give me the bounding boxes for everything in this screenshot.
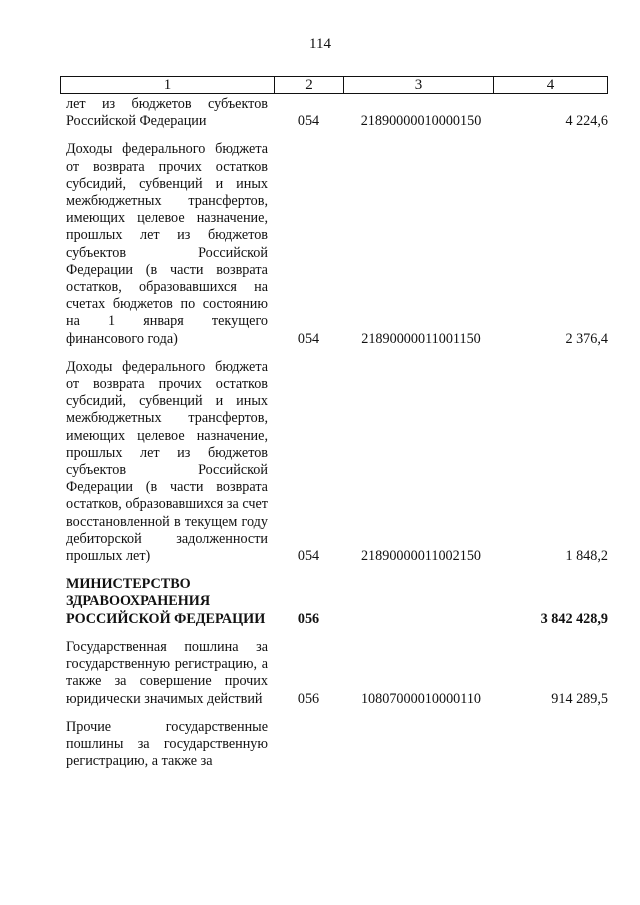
page-number: 114: [309, 36, 331, 52]
row-amount: 1 848,2: [565, 548, 608, 565]
row-admin-code: 054: [297, 113, 320, 130]
row-budget-code: 10807000010000110: [360, 690, 482, 707]
row-name: Доходы федерального бюджета от возврата прочих остатков субсидий, субвенций и иных межбюджетных трансфертов, имеющих целевое назначение, прошлых лет из бюджетов субъектов Российской Федерации (в части возврата остатков, образовавшихся на счетах бюджетов по состоянию на 1 января текущего финансового года): [66, 141, 268, 347]
row-name: Прочие государственные пошлины за государственную регистрацию, а также за: [66, 718, 268, 770]
column-header-4: 4: [546, 77, 555, 93]
column-header-3: 3: [344, 77, 494, 93]
table-row-section-heading: [66, 576, 608, 628]
table-row: [66, 141, 608, 347]
row-budget-code: 21890000010000150: [360, 113, 482, 130]
row-budget-code: 21890000011001150: [361, 330, 481, 347]
row-name: Доходы федерального бюджета от возврата прочих остатков субсидий, субвенций и иных межбюджетных трансфертов, имеющих целевое назначение, прошлых лет из бюджетов субъектов Российской Федерации (в части возврата остатков, образовавшихся за счет восстановленной в текущем году дебиторской задолженности прошлых лет): [66, 358, 268, 565]
row-amount: 2 376,4: [565, 330, 608, 347]
row-admin-code: 056: [297, 610, 320, 627]
row-amount: 3 842 428,9: [540, 610, 608, 627]
row-admin-code: 054: [297, 330, 320, 347]
table-row: [66, 719, 608, 771]
row-admin-code: 056: [297, 690, 320, 707]
row-name: Государственная пошлина за государственную регистрацию, а также за совершение прочих юридически значимых действий: [66, 638, 268, 707]
row-budget-code: 21890000011002150: [360, 548, 482, 565]
table-body: [66, 96, 608, 770]
table-row: [66, 639, 608, 708]
row-admin-code: 054: [297, 548, 320, 565]
row-name: лет из бюджетов субъектов Российской Федерации: [66, 96, 268, 130]
table-header: [60, 76, 608, 94]
column-header-1: 1: [61, 77, 275, 93]
row-amount: 914 289,5: [551, 690, 608, 707]
row-name: МИНИСТЕРСТВО ЗДРАВООХРАНЕНИЯ РОССИЙСКОЙ ФЕДЕРАЦИИ: [66, 576, 266, 627]
row-amount: 4 224,6: [565, 113, 608, 130]
table-row: [66, 359, 608, 565]
column-header-2: 2: [275, 77, 344, 93]
table-row: [66, 96, 608, 130]
